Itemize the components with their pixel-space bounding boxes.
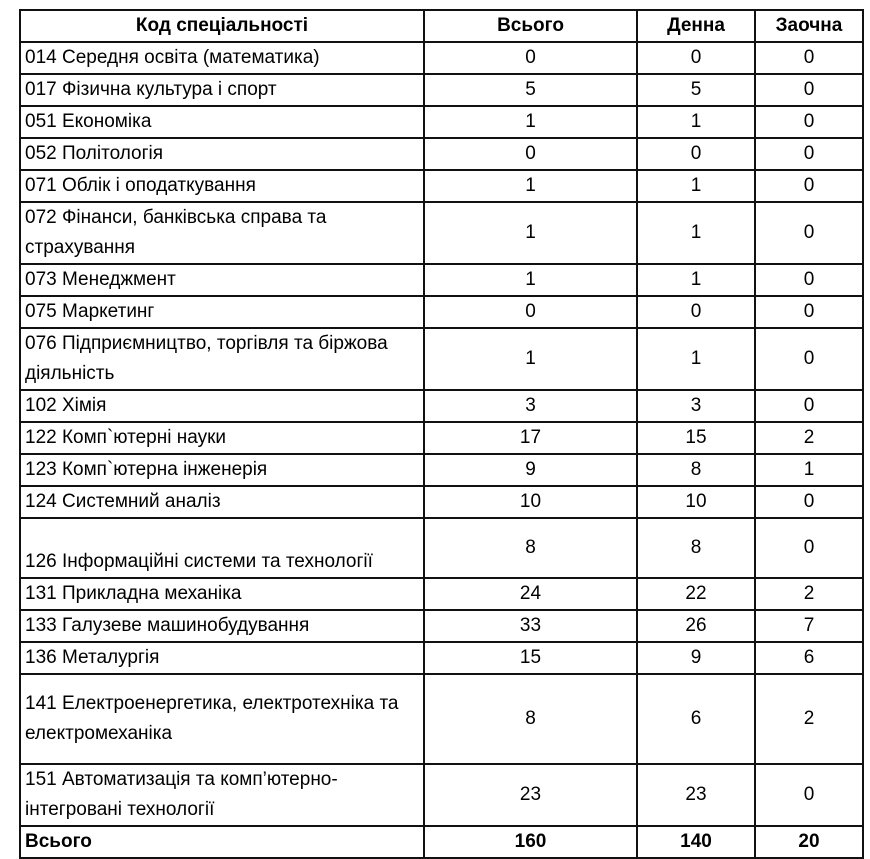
header-extramural: Заочна (755, 10, 863, 42)
table-row (20, 422, 863, 454)
row-day: 15 (637, 422, 755, 454)
header-row (20, 10, 863, 42)
row-name: 122 Комп`ютерні науки (20, 422, 424, 454)
table-row (20, 764, 863, 826)
row-name: 126 Інформаційні системи та технології (20, 518, 424, 578)
row-name: 017 Фізична культура і спорт (20, 74, 424, 106)
table-row (20, 74, 863, 106)
row-extramural: 7 (755, 610, 863, 642)
row-total: 1 (424, 202, 637, 264)
row-extramural: 0 (755, 328, 863, 390)
row-name: 124 Системний аналіз (20, 486, 424, 518)
total-row (20, 826, 863, 858)
row-name: 071 Облік і оподаткування (20, 170, 424, 202)
table-row (20, 264, 863, 296)
total-all: 160 (424, 826, 637, 858)
row-total: 33 (424, 610, 637, 642)
row-name: 014 Середня освіта (математика) (20, 42, 424, 74)
row-name: 051 Економіка (20, 106, 424, 138)
row-day: 0 (637, 296, 755, 328)
row-day: 22 (637, 578, 755, 610)
row-name: 141 Електроенергетика, електротехніка та електромеханіка (20, 674, 424, 764)
row-extramural: 6 (755, 642, 863, 674)
row-extramural: 0 (755, 764, 863, 826)
row-extramural: 2 (755, 422, 863, 454)
row-day: 23 (637, 764, 755, 826)
row-total: 23 (424, 764, 637, 826)
row-extramural: 0 (755, 42, 863, 74)
total-day: 140 (637, 826, 755, 858)
row-extramural: 2 (755, 578, 863, 610)
table-row (20, 296, 863, 328)
row-name: 136 Металургія (20, 642, 424, 674)
row-extramural: 2 (755, 674, 863, 764)
row-day: 8 (637, 518, 755, 578)
table-row (20, 518, 863, 578)
row-day: 26 (637, 610, 755, 642)
row-total: 10 (424, 486, 637, 518)
row-day: 3 (637, 390, 755, 422)
row-day: 8 (637, 454, 755, 486)
total-extramural: 20 (755, 826, 863, 858)
row-day: 5 (637, 74, 755, 106)
row-extramural: 0 (755, 138, 863, 170)
table-row (20, 106, 863, 138)
table-row (20, 328, 863, 390)
row-day: 0 (637, 42, 755, 74)
row-extramural: 0 (755, 264, 863, 296)
table-row (20, 486, 863, 518)
row-extramural: 1 (755, 454, 863, 486)
row-day: 1 (637, 170, 755, 202)
row-total: 0 (424, 42, 637, 74)
row-day: 1 (637, 106, 755, 138)
table-row (20, 578, 863, 610)
row-name: 151 Автоматизація та комп’ютерно-інтегровані технології (20, 764, 424, 826)
row-total: 24 (424, 578, 637, 610)
row-name: 102 Хімія (20, 390, 424, 422)
row-extramural: 0 (755, 518, 863, 578)
row-total: 8 (424, 674, 637, 764)
row-name: 073 Менеджмент (20, 264, 424, 296)
row-extramural: 0 (755, 486, 863, 518)
row-total: 17 (424, 422, 637, 454)
row-day: 9 (637, 642, 755, 674)
row-total: 9 (424, 454, 637, 486)
row-day: 10 (637, 486, 755, 518)
row-extramural: 0 (755, 296, 863, 328)
row-name: 133 Галузеве машинобудування (20, 610, 424, 642)
row-day: 1 (637, 202, 755, 264)
row-total: 1 (424, 170, 637, 202)
table-row (20, 642, 863, 674)
row-extramural: 0 (755, 106, 863, 138)
row-total: 1 (424, 328, 637, 390)
table-row (20, 390, 863, 422)
row-name: 052 Політологія (20, 138, 424, 170)
row-total: 15 (424, 642, 637, 674)
row-name: 131 Прикладна механіка (20, 578, 424, 610)
table-row (20, 42, 863, 74)
row-name: 075 Маркетинг (20, 296, 424, 328)
row-name: 123 Комп`ютерна інженерія (20, 454, 424, 486)
row-total: 0 (424, 296, 637, 328)
row-total: 3 (424, 390, 637, 422)
row-total: 5 (424, 74, 637, 106)
row-name: 076 Підприємництво, торгівля та біржова діяльність (20, 328, 424, 390)
table-row (20, 170, 863, 202)
row-extramural: 0 (755, 74, 863, 106)
row-day: 1 (637, 328, 755, 390)
total-label: Всього (20, 826, 424, 858)
row-total: 0 (424, 138, 637, 170)
table-row (20, 454, 863, 486)
header-day: Денна (637, 10, 755, 42)
table-row (20, 202, 863, 264)
row-day: 0 (637, 138, 755, 170)
row-name: 072 Фінанси, банківська справа та страхування (20, 202, 424, 264)
row-day: 1 (637, 264, 755, 296)
header-total: Всього (424, 10, 637, 42)
table-row (20, 610, 863, 642)
specialties-table (19, 9, 864, 859)
row-extramural: 0 (755, 170, 863, 202)
row-total: 1 (424, 264, 637, 296)
row-extramural: 0 (755, 202, 863, 264)
row-total: 8 (424, 518, 637, 578)
header-specialty-code: Код спеціальності (20, 10, 424, 42)
table-row (20, 674, 863, 764)
table-row (20, 138, 863, 170)
row-total: 1 (424, 106, 637, 138)
row-day: 6 (637, 674, 755, 764)
row-extramural: 0 (755, 390, 863, 422)
